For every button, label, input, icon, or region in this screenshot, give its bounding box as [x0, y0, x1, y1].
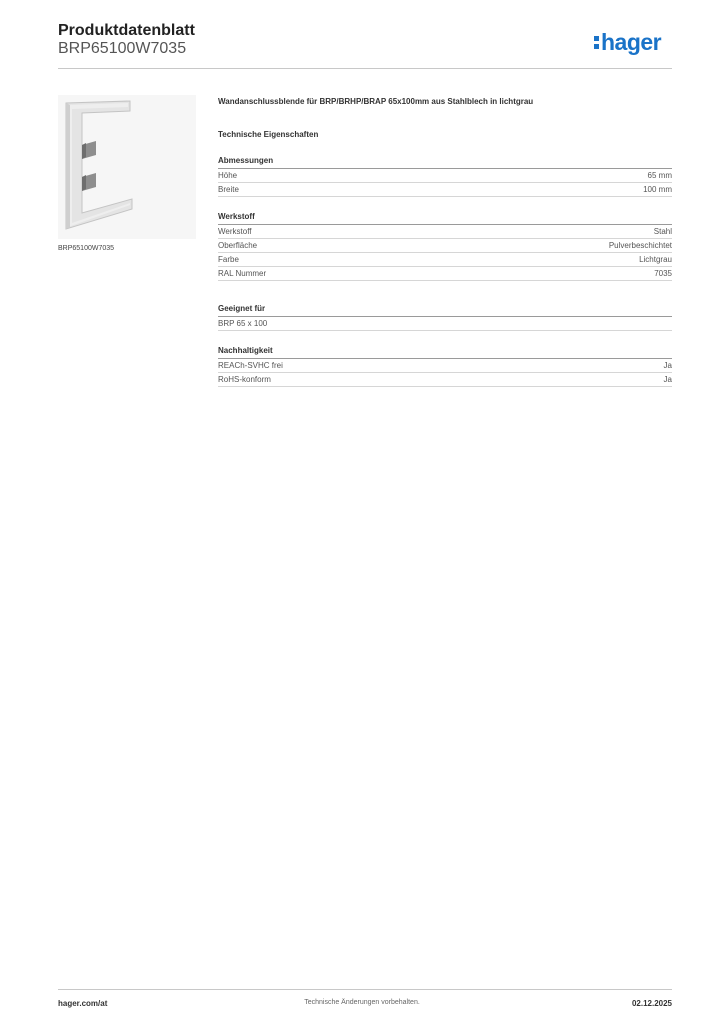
footer-date: 02.12.2025 [631, 999, 672, 1008]
row-value: Lichtgrau [639, 255, 672, 264]
table-row [218, 373, 672, 387]
table-row [218, 169, 672, 183]
hager-logo [594, 28, 661, 56]
table-row [218, 359, 672, 373]
group-geeignet-fuer [218, 303, 672, 331]
row-label: BRP 65 x 100 [218, 319, 268, 328]
table-row [218, 225, 672, 239]
table-row [218, 183, 672, 197]
group-title: Abmessungen [218, 155, 672, 169]
row-label: Höhe [218, 171, 238, 180]
row-label: Farbe [218, 255, 239, 264]
logo-dots-icon [594, 36, 599, 49]
table-row [218, 267, 672, 281]
logo-text: hager [601, 29, 662, 55]
header-divider [58, 68, 672, 69]
row-label: RAL Nummer [218, 269, 267, 278]
row-label: Werkstoff [218, 227, 252, 236]
row-label: Breite [218, 185, 239, 194]
row-value: Ja [663, 375, 672, 384]
row-label: RoHS-konform [218, 375, 271, 384]
row-value: Ja [663, 361, 672, 370]
product-details [218, 96, 672, 401]
row-label: REACh-SVHC frei [218, 361, 283, 370]
row-value: 65 mm [647, 171, 672, 180]
table-row [218, 253, 672, 267]
group-abmessungen [218, 155, 672, 197]
table-row [218, 239, 672, 253]
footer-notice: Technische Änderungen vorbehalten. [304, 999, 420, 1006]
row-value: Stahl [653, 227, 672, 236]
row-value: 100 mm [643, 185, 672, 194]
group-title: Werkstoff [218, 211, 672, 225]
footer-website-link[interactable]: hager.com/at [58, 999, 108, 1008]
image-caption: BRP65100W7035 [58, 245, 115, 252]
row-value: 7035 [654, 269, 672, 278]
page-title: Produktdatenblatt [58, 22, 195, 39]
group-werkstoff [218, 211, 672, 281]
row-value: Pulverbeschichtet [608, 241, 672, 250]
group-nachhaltigkeit [218, 345, 672, 387]
row-label: Oberfläche [218, 241, 258, 250]
table-row [218, 317, 672, 331]
product-image [58, 95, 196, 239]
product-number: BRP65100W7035 [58, 40, 187, 57]
product-description: Wandanschlussblende für BRP/BRHP/BRAP 65x100mm aus Stahlblech in lichtgrau [218, 97, 534, 106]
footer-divider [58, 989, 672, 990]
section-title: Technische Eigenschaften [218, 130, 319, 139]
cover-plate-icon [58, 95, 196, 239]
group-title: Nachhaltigkeit [218, 345, 672, 359]
group-title: Geeignet für [218, 303, 672, 317]
